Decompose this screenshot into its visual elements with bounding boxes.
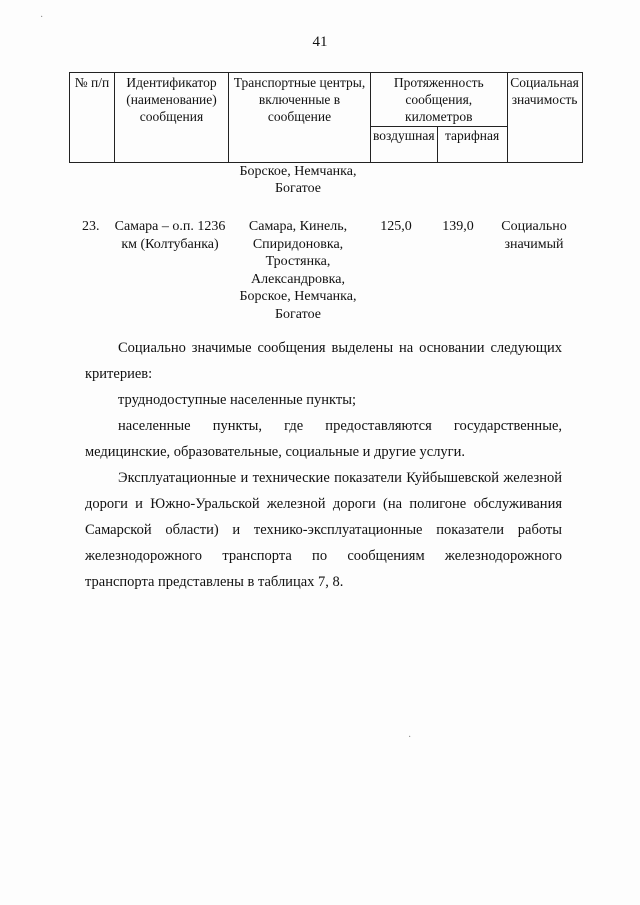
- header-length: Протяженность сообщения, километров: [371, 73, 508, 127]
- header-num: № п/п: [70, 73, 115, 163]
- row-air-length: 125,0: [380, 219, 412, 234]
- row-identifier: Самара – о.п. 1236 км (Колтубанка): [114, 219, 226, 252]
- continuation-centers: Борское, Немчанка, Богатое: [239, 164, 357, 196]
- table-header: [69, 72, 583, 163]
- header-air: воздушная: [371, 127, 438, 163]
- paragraph-indicators: Эксплуатационные и технические показатели Куйбышевской железной дороги и Южно-Уральской железной дороги (на полигоне обслуживания Самарской области) и технико-эксплуатационные показатели работы железнодорожного транспорта по сообщениям железнодорожного транспорта представлены в таблицах 7, 8.: [85, 470, 562, 590]
- body-text: [85, 335, 562, 595]
- paragraph-criterion-2: населенные пункты, где предоставляются государственные, медицинские, образовательные, социальные и другие услуги.: [85, 418, 562, 460]
- header-social: Социальная значимость: [507, 73, 582, 163]
- header-tariff: тарифная: [437, 127, 507, 163]
- paragraph-criteria: Социально значимые сообщения выделены на основании следующих критериев:: [85, 340, 562, 382]
- header-centers: Транспортные центры, включенные в сообщение: [229, 73, 371, 163]
- paragraph-criterion-1: труднодоступные населенные пункты;: [118, 392, 356, 408]
- row-tariff-length: 139,0: [442, 219, 474, 234]
- page-number: 41: [312, 34, 328, 50]
- row-num: 23.: [82, 219, 100, 234]
- header-identifier: Идентификатор (наименование) сообщения: [115, 73, 229, 163]
- scan-mark: ·: [40, 12, 44, 23]
- row-social: Социально значимый: [501, 219, 567, 252]
- row-centers: Самара, Кинель, Спиридоновка, Тростянка, Александровка, Борское, Немчанка, Богатое: [239, 219, 357, 322]
- scan-mark: ·: [408, 732, 412, 743]
